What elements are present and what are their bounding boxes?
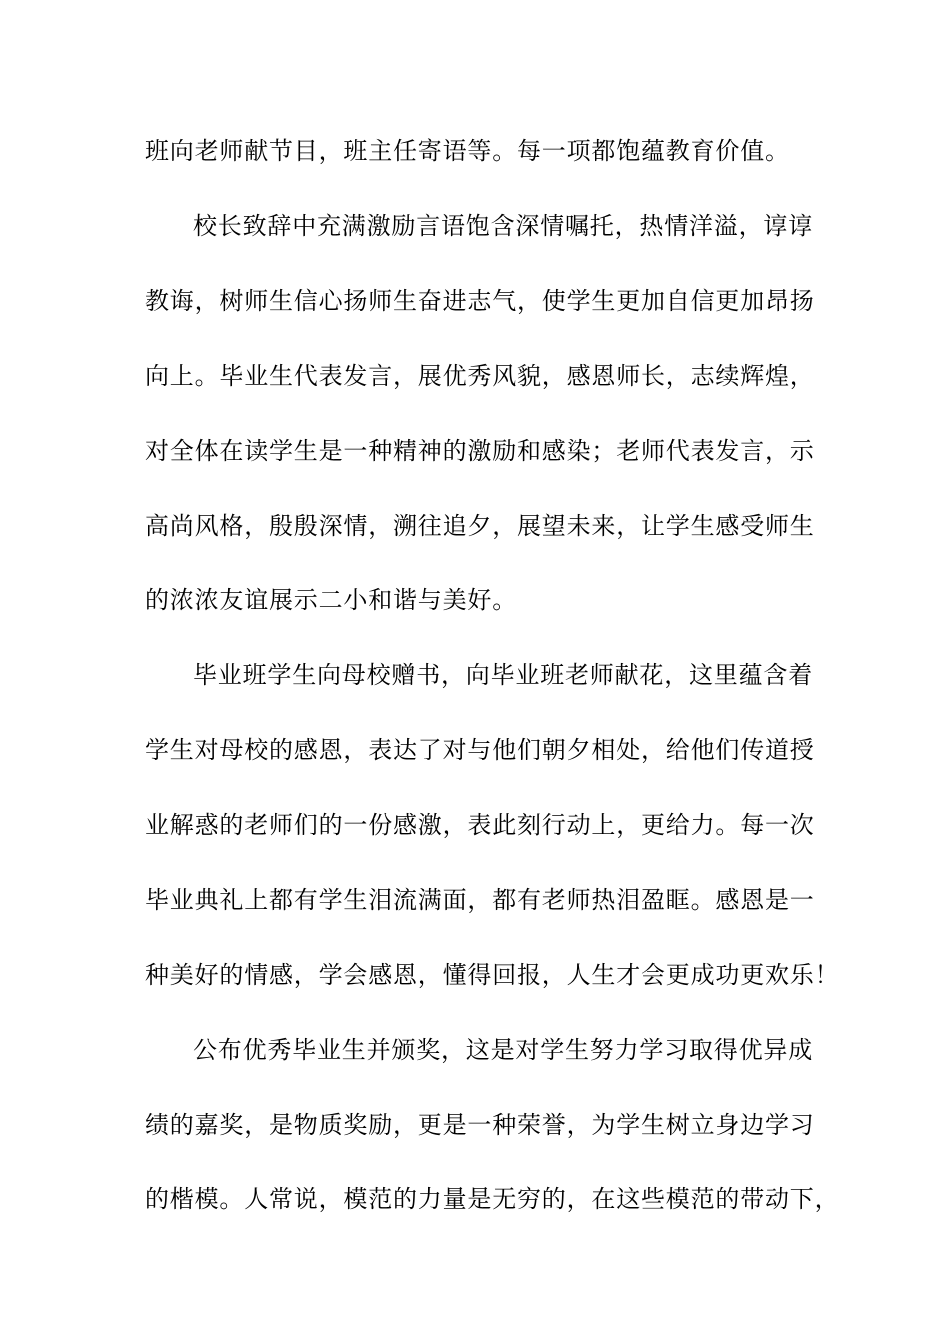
text-line-11: 毕业典礼上都有学生泪流满面，都有老师热泪盈眶。感恩是一 <box>145 886 815 914</box>
paragraph-start-line: 公布优秀毕业生并颁奖，这是对学生努力学习取得优异成 <box>193 1036 813 1064</box>
text-line-9: 学生对母校的感恩，表达了对与他们朝夕相处，给他们传道授 <box>145 736 815 764</box>
text-line-7: 的浓浓友谊展示二小和谐与美好。 <box>145 586 517 614</box>
text-line-5: 对全体在读学生是一种精神的激励和感染；老师代表发言，示 <box>145 437 815 465</box>
text-line-3: 教诲，树师生信心扬师生奋进志气，使学生更加自信更加昂扬 <box>145 287 815 315</box>
text-line-1: 班向老师献节目，班主任寄语等。每一项都饱蕴教育价值。 <box>145 137 790 165</box>
text-line-10: 业解惑的老师们的一份感激，表此刻行动上，更给力。每一次 <box>145 811 815 839</box>
text-line-12: 种美好的情感，学会感恩，懂得回报，人生才会更成功更欢乐！ <box>145 961 840 989</box>
paragraph-start-line: 校长致辞中充满激励言语饱含深情嘱托，热情洋溢，谆谆 <box>193 212 813 240</box>
text-line-4: 向上。毕业生代表发言，展优秀风貌，感恩师长，志续辉煌， <box>145 362 815 390</box>
text-line-15: 的楷模。人常说，模范的力量是无穷的，在这些模范的带动下， <box>145 1185 840 1213</box>
paragraph-start-line: 毕业班学生向母校赠书，向毕业班老师献花，这里蕴含着 <box>193 661 813 689</box>
text-line-6: 高尚风格，殷殷深情，溯往追夕，展望未来，让学生感受师生 <box>145 512 815 540</box>
text-line-14: 绩的嘉奖，是物质奖励，更是一种荣誉，为学生树立身边学习 <box>145 1111 815 1139</box>
